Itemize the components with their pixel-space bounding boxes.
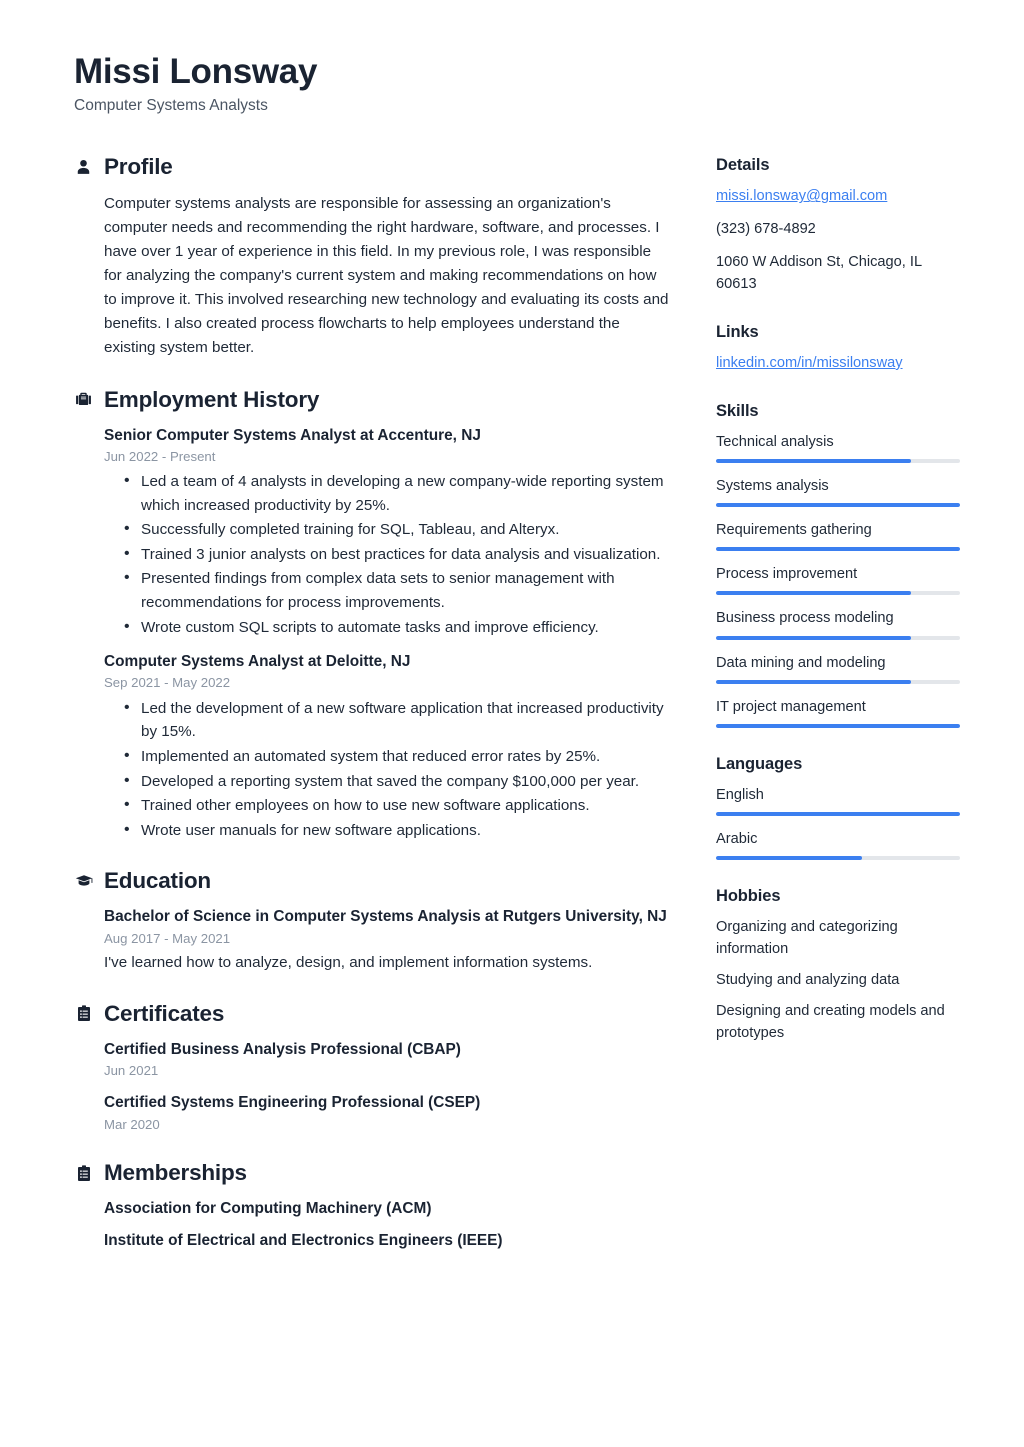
skill-rating-fill <box>716 680 911 684</box>
section-memberships <box>74 1160 670 1253</box>
membership-entry <box>104 1198 670 1220</box>
employment-entry-bullets <box>104 470 670 639</box>
skill-label: Business process modeling <box>716 610 894 627</box>
sidebar-links-title: Links <box>716 322 759 341</box>
section-education <box>74 868 670 974</box>
person-icon <box>74 159 93 176</box>
email-link[interactable]: missi.lonsway@gmail.com <box>716 188 888 205</box>
sidebar-details-title: Details <box>716 156 770 175</box>
employment-entry <box>104 425 670 640</box>
skill-rating-fill <box>716 503 960 507</box>
sidebar-skills-title: Skills <box>716 401 759 420</box>
skill-rating-track <box>716 636 960 640</box>
section-employment-body <box>74 425 670 843</box>
list-item: • Trained 3 junior analysts on best practices for data analysis and visualization. <box>124 543 670 567</box>
language-rating-track <box>716 856 960 860</box>
sidebar-column <box>716 154 960 1071</box>
clipboard-icon <box>74 1005 93 1022</box>
section-profile-title: Profile <box>104 154 173 180</box>
briefcase-icon <box>74 391 93 408</box>
skill-item <box>716 697 960 728</box>
skill-rating-track <box>716 591 960 595</box>
list-item: • Developed a reporting system that saved the company $100,000 per year. <box>124 770 670 794</box>
skill-rating-track <box>716 724 960 728</box>
language-item <box>716 785 960 816</box>
section-employment <box>74 387 670 843</box>
skill-item <box>716 653 960 684</box>
skill-label: Requirements gathering <box>716 522 872 539</box>
employment-entry-title: Computer Systems Analyst at Deloitte, NJ <box>104 653 411 671</box>
clipboard-icon <box>74 1165 93 1182</box>
phone-text: (323) 678-4892 <box>716 221 816 238</box>
employment-entry-date: Sep 2021 - May 2022 <box>104 675 231 691</box>
certificate-title: Certified Business Analysis Professional (CBAP) <box>104 1040 461 1058</box>
skill-label: Process improvement <box>716 566 858 583</box>
skill-label: Data mining and modeling <box>716 654 886 671</box>
section-certificates-header <box>74 1001 670 1027</box>
section-education-header <box>74 868 670 894</box>
skill-item <box>716 608 960 639</box>
language-label: Arabic <box>716 831 758 848</box>
profile-text: Computer systems analysts are responsible for assessing an organization's computer needs and recommending the right hardware, software, and processes. I have over 1 year of experience in this field. In my previous role, I was responsible for analyzing the company's current system and making recommendations on how to improve it. This involved researching new technology and evaluating its costs and benefits. I also created process flowcharts to help employees understand the existing system better. <box>104 195 669 357</box>
skill-rating-track <box>716 503 960 507</box>
sidebar-languages-title: Languages <box>716 754 803 773</box>
skill-rating-fill <box>716 636 911 640</box>
section-employment-title: Employment History <box>104 386 320 412</box>
skill-label: Technical analysis <box>716 433 834 450</box>
resume-header <box>74 52 964 116</box>
hobby-item: Studying and analyzing data <box>716 972 900 989</box>
candidate-job-title: Computer Systems Analysts <box>74 97 268 115</box>
education-entry-description: I've learned how to analyze, design, and implement information systems. <box>104 954 593 972</box>
employment-entry <box>104 651 670 842</box>
list-item: • Led the development of a new software application that increased productivity by 15%. <box>124 697 670 744</box>
list-item: • Implemented an automated system that reduced error rates by 25%. <box>124 745 670 769</box>
section-certificates-body <box>74 1039 670 1134</box>
sidebar-hobbies-title: Hobbies <box>716 887 781 906</box>
certificate-date: Mar 2020 <box>104 1116 160 1132</box>
section-profile <box>74 154 670 360</box>
list-item: • Presented findings from complex data sets to senior management with recommendations for process improvements. <box>124 567 670 614</box>
section-memberships-body <box>74 1198 670 1253</box>
graduation-cap-icon <box>74 872 93 890</box>
section-employment-header <box>74 387 670 413</box>
list-item: • Successfully completed training for SQL, Tableau, and Alteryx. <box>124 518 670 542</box>
employment-entry-bullets <box>104 697 670 842</box>
skill-item <box>716 564 960 595</box>
language-rating-fill <box>716 856 862 860</box>
skill-label: Systems analysis <box>716 478 829 494</box>
language-item <box>716 829 960 860</box>
sidebar-section-links <box>716 323 960 375</box>
hobby-item: Organizing and categorizing information <box>716 919 898 958</box>
skill-rating-track <box>716 680 960 684</box>
list-item: • Trained other employees on how to use new software applications. <box>124 794 670 818</box>
skill-item <box>716 432 960 463</box>
employment-entry-date: Jun 2022 - Present <box>104 448 216 464</box>
hobby-item: Designing and creating models and prototypes <box>716 1002 945 1041</box>
list-item: • Led a team of 4 analysts in developing a new company-wide reporting system which increased productivity by 25%. <box>124 470 670 517</box>
section-education-title: Education <box>104 868 211 894</box>
language-rating-fill <box>716 812 960 816</box>
employment-entry-title: Senior Computer Systems Analyst at Accenture, NJ <box>104 426 481 444</box>
skill-rating-track <box>716 547 960 551</box>
skill-rating-fill <box>716 591 911 595</box>
sidebar-section-details <box>716 156 960 296</box>
certificate-entry <box>104 1039 670 1081</box>
section-memberships-title: Memberships <box>104 1160 247 1186</box>
section-profile-header <box>74 154 670 180</box>
address-text: 1060 W Addison St, Chicago, IL 60613 <box>716 254 922 293</box>
education-entry-title: Bachelor of Science in Computer Systems Analysis at Rutgers University, NJ <box>104 908 667 926</box>
skill-rating-track <box>716 459 960 463</box>
resume-body <box>74 154 964 1278</box>
certificate-date: Jun 2021 <box>104 1062 159 1078</box>
main-column <box>74 154 670 1278</box>
skill-rating-fill <box>716 724 960 728</box>
education-entry-date: Aug 2017 - May 2021 <box>104 930 231 946</box>
skill-item <box>716 520 960 551</box>
language-rating-track <box>716 812 960 816</box>
skill-rating-fill <box>716 459 911 463</box>
certificate-entry <box>104 1092 670 1134</box>
membership-entry <box>104 1230 670 1252</box>
sidebar-section-languages <box>716 755 960 860</box>
membership-title: Association for Computing Machinery (ACM) <box>104 1200 432 1218</box>
section-certificates <box>74 1001 670 1134</box>
language-label: English <box>716 786 764 803</box>
membership-title: Institute of Electrical and Electronics Engineers (IEEE) <box>104 1232 503 1250</box>
certificate-title: Certified Systems Engineering Professional (CSEP) <box>104 1094 481 1112</box>
skill-item <box>716 476 960 507</box>
list-item: • Wrote custom SQL scripts to automate tasks and improve efficiency. <box>124 616 670 640</box>
sidebar-section-skills <box>716 402 960 728</box>
skill-label: IT project management <box>716 698 866 715</box>
sidebar-section-hobbies <box>716 887 960 1044</box>
linkedin-link[interactable]: linkedin.com/in/missilonsway <box>716 354 903 371</box>
section-memberships-header <box>74 1160 670 1186</box>
skill-rating-fill <box>716 547 960 551</box>
section-certificates-title: Certificates <box>104 1000 225 1026</box>
list-item: • Wrote user manuals for new software applications. <box>124 819 670 843</box>
education-entry <box>104 906 670 974</box>
section-profile-body <box>74 192 670 360</box>
candidate-name: Missi Lonsway <box>74 52 318 91</box>
section-education-body <box>74 906 670 974</box>
